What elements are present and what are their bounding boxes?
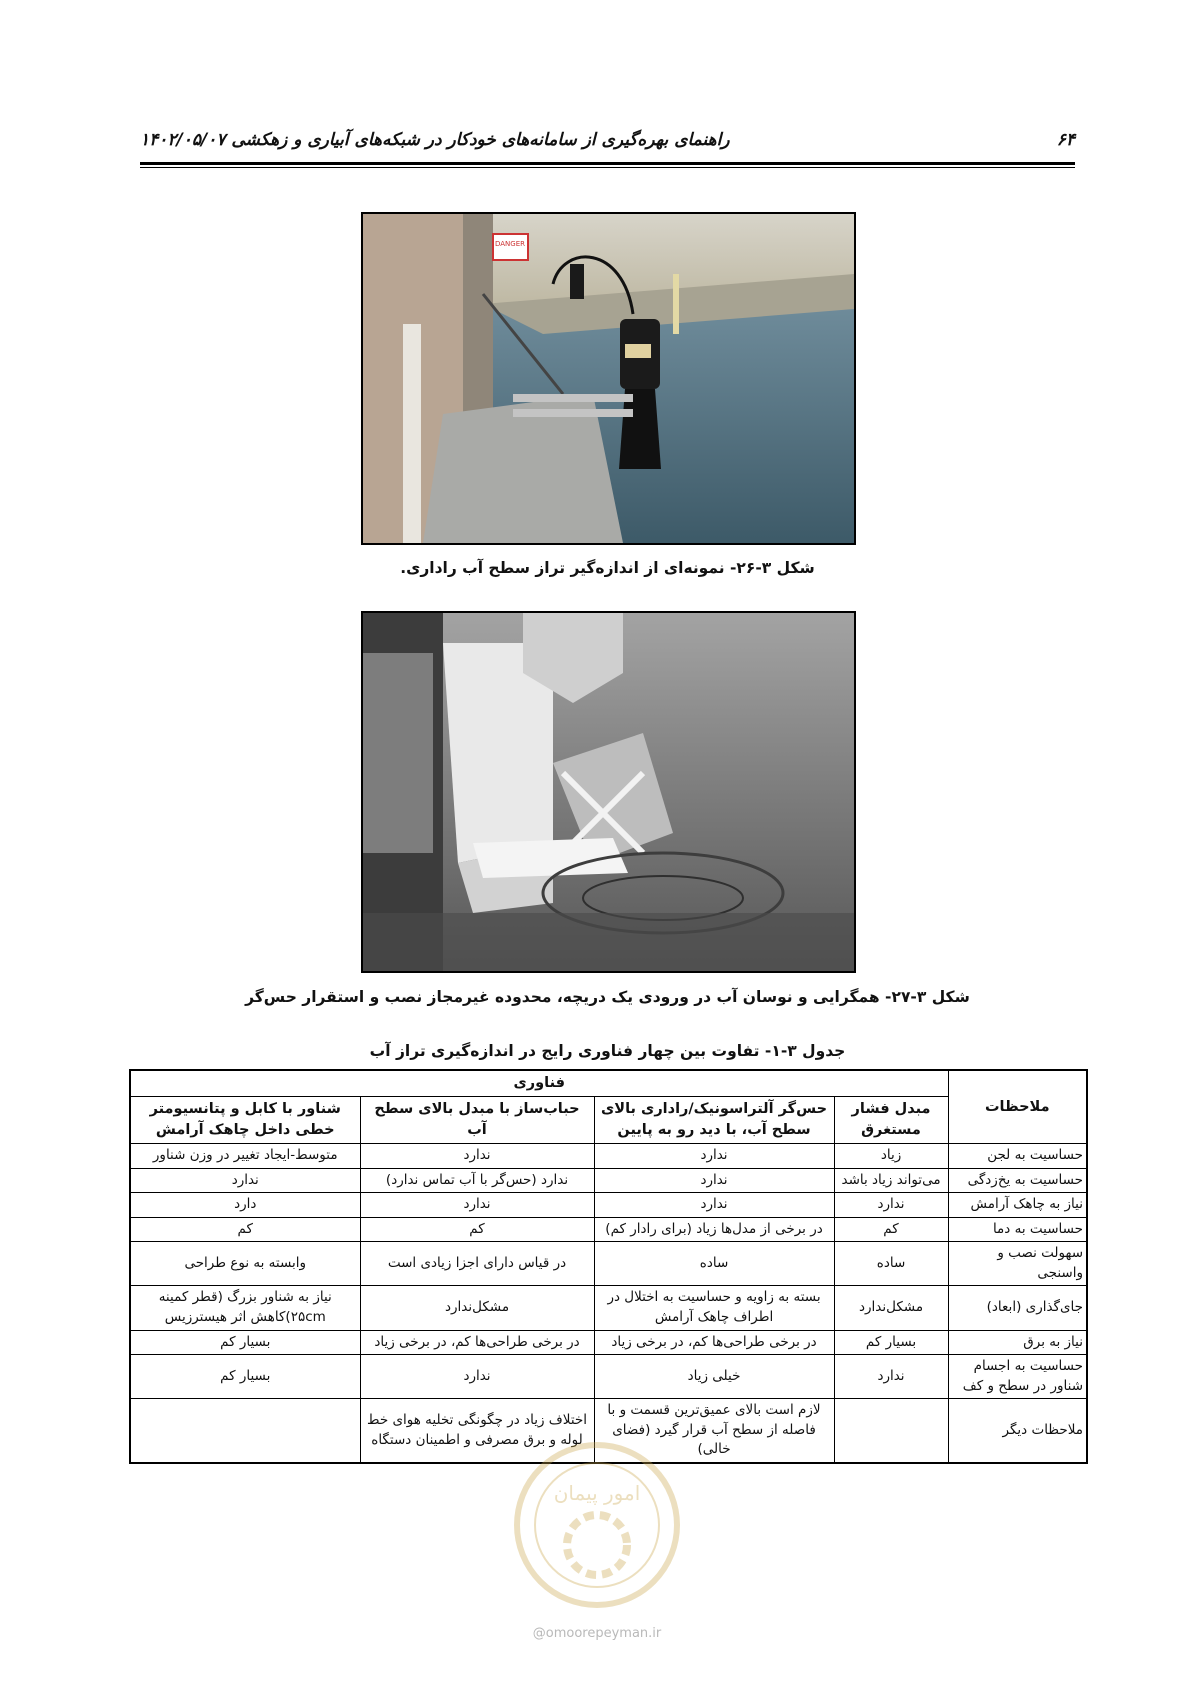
table-cell: ندارد (594, 1144, 834, 1169)
table-cell: ندارد (حس‌گر با آب تماس ندارد) (360, 1168, 594, 1193)
gate-inlet-illustration (363, 613, 854, 971)
table-cell: بسیار کم (130, 1330, 360, 1355)
figure-photo-radar-sensor (361, 212, 856, 545)
header-remarks: ملاحظات (948, 1070, 1087, 1144)
table-cell: ندارد (594, 1168, 834, 1193)
table-row (130, 1399, 1087, 1463)
table-cell: ندارد (834, 1193, 948, 1218)
row-label: سهولت نصب و واسنجی (948, 1242, 1087, 1286)
table-row (130, 1330, 1087, 1355)
table-cell: ندارد (360, 1355, 594, 1399)
table-cell: لازم است بالای عمیق‌ترین قسمت و با فاصله از سطح آب قرار گیرد (فضای خالی) (594, 1399, 834, 1463)
table-row (130, 1168, 1087, 1193)
figure-caption-2: شکل ۳-۲۷- همگرایی و نوسان آب در ورودی یک دریچه، محدوده غیرمجاز نصب و استقرار حس‌گر (245, 988, 970, 1006)
radar-sensor-illustration (363, 214, 854, 543)
table-cell: مشکل‌ندارد (834, 1286, 948, 1330)
table-cell: بسیار کم (834, 1330, 948, 1355)
table-cell: در برخی طراحی‌ها کم، در برخی زیاد (360, 1330, 594, 1355)
table-cell: نیاز به شناور بزرگ (قطر کمینه ۲۵cm)کاهش اثر هیسترزیس (130, 1286, 360, 1330)
table-cell: ندارد (360, 1193, 594, 1218)
table-row (130, 1217, 1087, 1242)
table-row (130, 1355, 1087, 1399)
figure-photo-gate-inlet (361, 611, 856, 973)
table-cell: بسته به زاویه و حساسیت به اختلال در اطراف چاهک آرامش (594, 1286, 834, 1330)
table-row (130, 1193, 1087, 1218)
table-row (130, 1286, 1087, 1330)
table-cell: زیاد (834, 1144, 948, 1169)
header-rule-thin (140, 167, 1075, 168)
header-technology-group: فناوری (130, 1070, 948, 1097)
table-cell: در برخی طراحی‌ها کم، در برخی زیاد (594, 1330, 834, 1355)
table-cell: دارد (130, 1193, 360, 1218)
table-cell: ساده (834, 1242, 948, 1286)
table-cell: می‌تواند زیاد باشد (834, 1168, 948, 1193)
watermark-site: @omoorepeyman.ir (532, 1626, 662, 1641)
header-rule (140, 162, 1075, 165)
row-label: حساسیت به دما (948, 1217, 1087, 1242)
running-title: راهنمای بهره‌گیری از سامانه‌های خودکار در شبکه‌های آبیاری و زهکشی ۱۴۰۲/۰۵/۰۷ (140, 130, 730, 150)
table-row (130, 1242, 1087, 1286)
header-pressure-transducer: مبدل فشار مستغرق (834, 1097, 948, 1144)
danger-sign-text: DANGER (494, 240, 526, 248)
figure-caption-1: شکل ۳-۲۶- نمونه‌ای از اندازه‌گیر تراز سطح آب راداری. (400, 559, 815, 577)
table-caption: جدول ۳-۱- تفاوت بین چهار فناوری رایج در اندازه‌گیری تراز آب (369, 1042, 846, 1060)
table-cell: در قیاس دارای اجزا زیادی است (360, 1242, 594, 1286)
row-label: نیاز به برق (948, 1330, 1087, 1355)
page-header (140, 126, 1075, 162)
page-number: ۶۴ (1056, 130, 1075, 150)
watermark-seal-text: امور پیمان (553, 1481, 641, 1505)
header-bubbler: حباب‌ساز با مبدل بالای سطح آب (360, 1097, 594, 1144)
row-label: حساسیت به لجن (948, 1144, 1087, 1169)
table-cell: اختلاف زیاد در چگونگی تخلیه هوای خط لوله و برق مصرفی و اطمینان دستگاه (360, 1399, 594, 1463)
table-cell (130, 1399, 360, 1463)
row-label: ملاحظات دیگر (948, 1399, 1087, 1463)
table-cell: در برخی از مدل‌ها زیاد (برای رادار کم) (594, 1217, 834, 1242)
watermark-seal-icon (512, 1440, 682, 1610)
table-cell: ندارد (360, 1144, 594, 1169)
table-cell: بسیار کم (130, 1355, 360, 1399)
header-float-potentiometer: شناور با کابل و پتانسیومتر خطی داخل چاهک آرامش (130, 1097, 360, 1144)
table-cell (834, 1399, 948, 1463)
row-label: حساسیت به اجسام شناور در سطح و کف (948, 1355, 1087, 1399)
table-cell: کم (130, 1217, 360, 1242)
row-label: نیاز به چاهک آرامش (948, 1193, 1087, 1218)
table-cell: ندارد (130, 1168, 360, 1193)
row-label: حساسیت به یخ‌زدگی (948, 1168, 1087, 1193)
table-row (130, 1144, 1087, 1169)
table-cell: خیلی زیاد (594, 1355, 834, 1399)
table-cell: ساده (594, 1242, 834, 1286)
table-cell: ندارد (594, 1193, 834, 1218)
table-cell: کم (834, 1217, 948, 1242)
table-cell: متوسط-ایجاد تغییر در وزن شناور (130, 1144, 360, 1169)
header-ultrasonic-radar: حس‌گر آلتراسونیک/راداری بالای سطح آب، با دید رو به پایین (594, 1097, 834, 1144)
comparison-table (129, 1069, 1088, 1464)
table-cell: وابسته به نوع طراحی (130, 1242, 360, 1286)
table-cell: ندارد (834, 1355, 948, 1399)
table-cell: مشکل‌ندارد (360, 1286, 594, 1330)
row-label: جای‌گذاری (ابعاد) (948, 1286, 1087, 1330)
table-cell: کم (360, 1217, 594, 1242)
